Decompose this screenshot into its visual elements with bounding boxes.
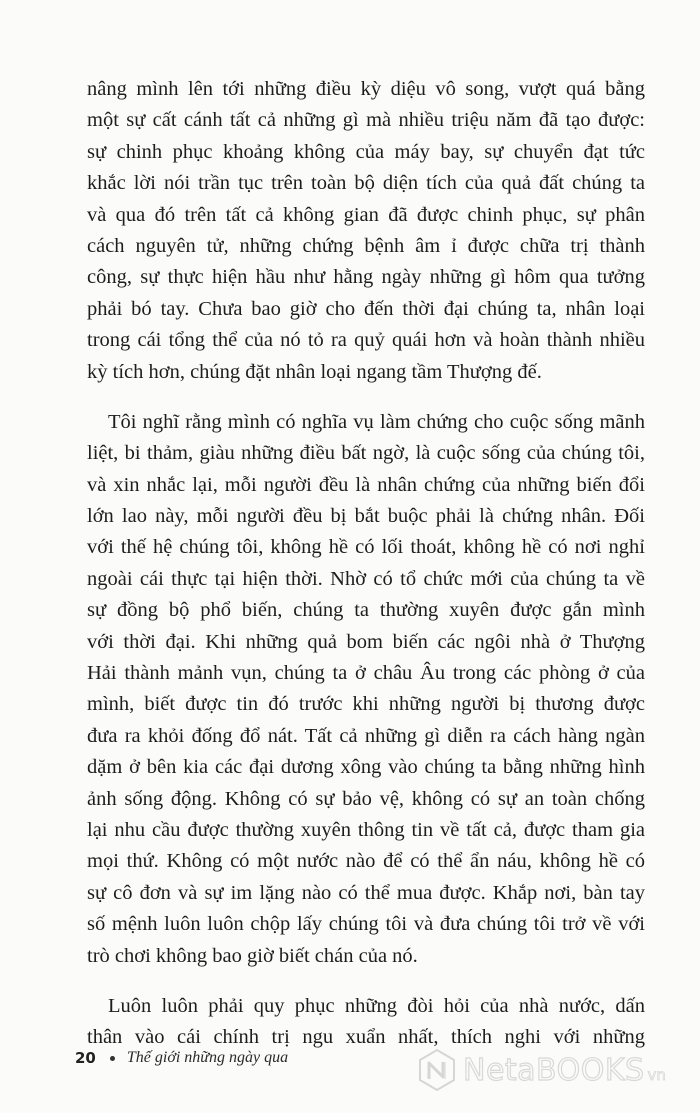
- netabooks-logo-icon: [417, 1048, 457, 1092]
- watermark-brand: NetaBOOKS: [463, 1052, 645, 1088]
- text-line: một sự cất cánh tất cả những gì mà nhiều triệu năm đã tạo được:: [87, 109, 645, 132]
- text-line: Hải thành mảnh vụn, chúng ta ở châu Âu trong các phòng ở của: [87, 662, 645, 685]
- text-line: nâng mình lên tới những điều kỳ diệu vô song, vượt quá bằng: [87, 78, 645, 100]
- text-line: và qua đó trên tất cả không gian đã được chinh phục, sự phân: [87, 203, 645, 226]
- text-line: mọi thứ. Không có một nước nào để có thể ẩn náu, không hề có: [87, 850, 645, 873]
- text-line: sự đồng bộ phổ biến, chúng ta thường xuyên được gắn mình: [87, 599, 645, 622]
- paragraph: [87, 991, 645, 1054]
- text-line: với thế hệ chúng tôi, không hề có lối thoát, không hề có nơi nghỉ: [87, 536, 645, 559]
- paragraph: [87, 74, 645, 388]
- text-line: Luôn luôn phải quy phục những đòi hỏi của nhà nước, dấn: [108, 994, 645, 1017]
- text-line: công, sự thực hiện hầu như hằng ngày những gì hôm qua tưởng: [87, 266, 645, 289]
- text-line: lại nhu cầu được thường xuyên thông tin về tất cả, được tham gia: [87, 818, 645, 841]
- text-line: lớn lao này, mỗi người đều bị bắt buộc phải là chứng nhân. Đối: [87, 505, 645, 528]
- text-line: và xin nhắc lại, mỗi người đều là nhân chứng của những biến đổi: [87, 473, 645, 496]
- netabooks-watermark: [417, 1048, 666, 1092]
- text-line: mình, biết được tin đó trước khi những người bị thương được: [87, 693, 645, 716]
- text-line: liệt, bi thảm, giàu những điều bất ngờ, là cuộc sống của chúng tôi,: [87, 442, 645, 465]
- bullet-icon: [110, 1056, 115, 1061]
- paragraph: [87, 407, 645, 972]
- page-number: 20: [75, 1049, 96, 1067]
- text-line: đưa ra khỏi đống đổ nát. Tất cả những gì diễn ra cách hàng ngàn: [87, 724, 645, 747]
- text-line: khắc lời nói trần tục trên toàn bộ diện tích của quả đất chúng ta: [87, 172, 645, 195]
- watermark-suffix: vn: [647, 1066, 666, 1084]
- text-line: ngoài cái thực tại hiện thời. Nhờ có tổ chức mới của chúng ta về: [87, 567, 645, 590]
- body-text: [87, 74, 645, 1073]
- text-line: kỳ tích hơn, chúng đặt nhân loại ngang tầm Thượng đế.: [87, 360, 542, 383]
- text-line: thân vào cái chính trị ngu xuẩn nhất, thích nghi với những: [87, 1026, 645, 1049]
- text-line: sự chinh phục khoảng không của máy bay, sự chuyển đạt tức: [87, 140, 645, 163]
- text-line: sự cô đơn và sự im lặng nào có thể mua được. Khắp nơi, bàn tay: [87, 881, 645, 904]
- text-line: phải bó tay. Chưa bao giờ cho đến thời đại chúng ta, nhân loại: [87, 297, 645, 320]
- text-line: với thời đại. Khi những quả bom biến các ngôi nhà ở Thượng: [87, 630, 645, 653]
- text-line: trong cái tổng thể của nó tỏ ra quỷ quái hơn và hoàn thành nhiều: [87, 329, 645, 352]
- text-line: cách nguyên tử, những chứng bệnh âm ỉ được chữa trị thành: [87, 234, 645, 257]
- text-line: ảnh sống động. Không có sự bảo vệ, không có sự an toàn chống: [87, 787, 645, 810]
- text-line: Tôi nghĩ rằng mình có nghĩa vụ làm chứng cho cuộc sống mãnh: [108, 410, 645, 433]
- text-line: số mệnh luôn luôn chộp lấy chúng tôi và đưa chúng tôi trở về với: [87, 913, 645, 936]
- text-line: trò chơi không bao giờ biết chán của nó.: [87, 944, 418, 967]
- text-line: dặm ở bên kia các đại dương xông vào chúng ta bằng những hình: [87, 756, 645, 779]
- running-title: Thế giới những ngày qua: [126, 1049, 289, 1066]
- page-footer: [75, 1046, 288, 1070]
